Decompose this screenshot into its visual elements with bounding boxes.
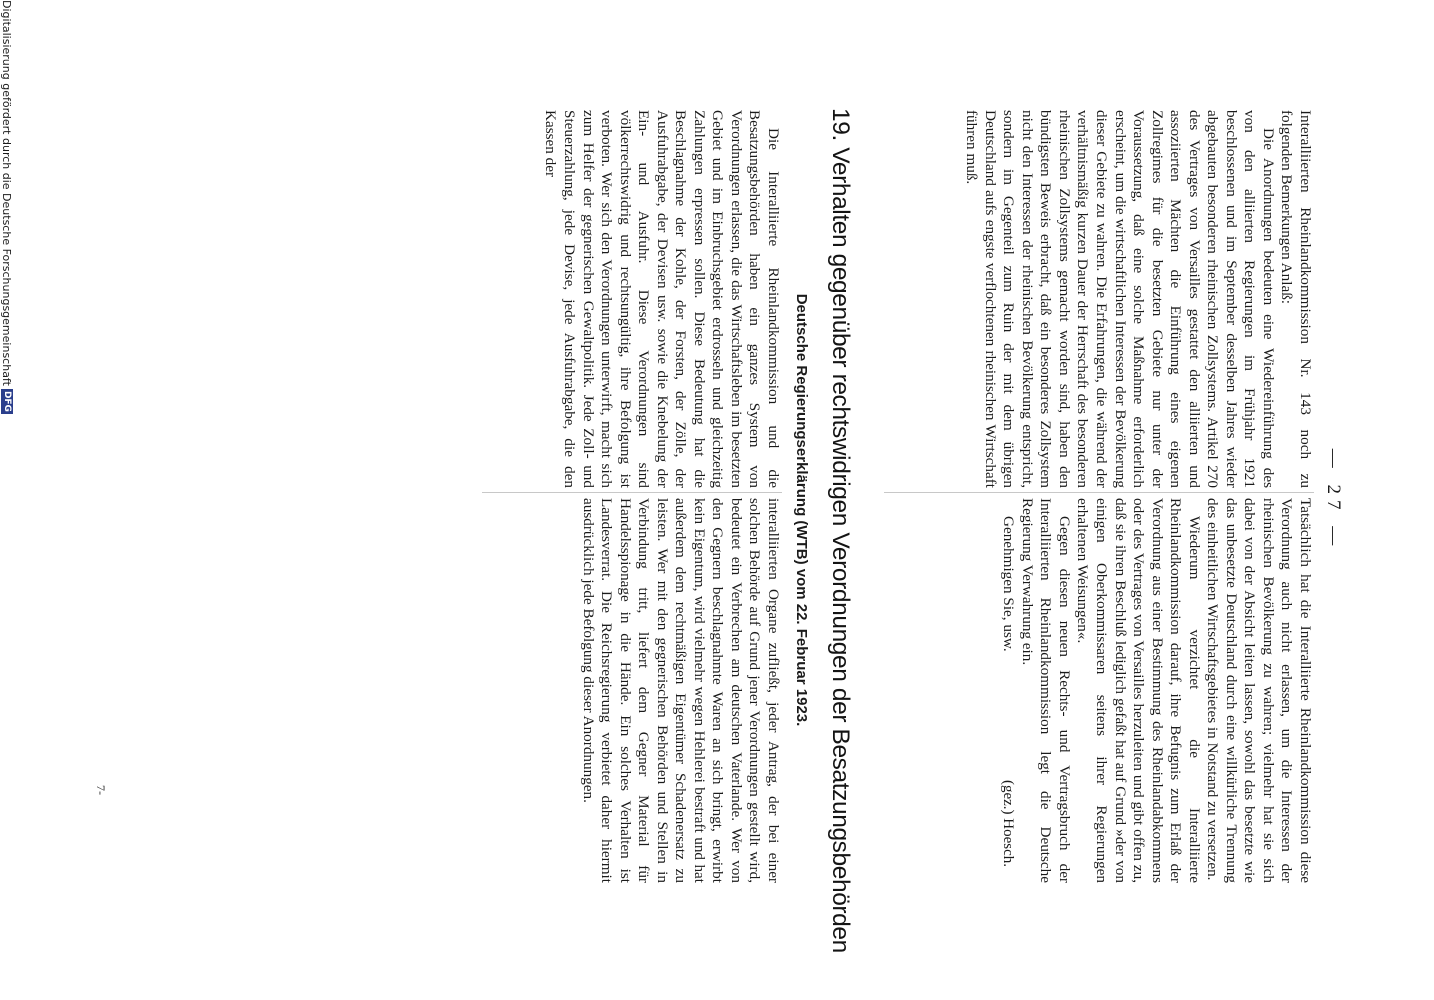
section-heading: 19. Verhalten gegenüber rechtswidrigen Verordnungen der Besatzungsbehörden: [827, 108, 854, 953]
credit-text: Digitalisierung gefördert durch die Deutsche Forschungsgemeinschaft: [0, 0, 14, 386]
paragraph: Die Anordnungen bedeuten eine Wiedereinführung des von den alliierten Regierungen im Frühjahr 1921 beschlossenen und im September desselben Jahres wieder abgebauten besonderen rheinischen Zollsystems. Artikel 270 des Vertrages von Versailles gestattet den alliierten und assoziierten Mächten die Einführung eines eigenen Zollregimes für die besetzten Gebiete nur unter der Voraussetzung, daß eine solche Maßnahme erforderlich erscheint, um die wirtschaftlichen Interessen der Bevölkerung dieser Gebiete zu wahren. Die Erfahrungen, die während der verhältnismäßig kurzen Dauer der Herrschaft des besonderen rheinischen Zollsystems gemacht worden sind, haben den bündigsten Beweis erbracht, daß ein besonderes Zollsystem nicht den Interessen der rheinischen Bevölkerung entspricht, sondern im Gegenteil zum Ruin der mit dem übrigen Deutschland aufs engste verflochtenen rheinischen Wirtschaft führen muß.: [963, 110, 1277, 488]
paragraph: Tatsächlich hat die Interalliierte Rheinlandkommission diese Verordnung auch nicht erlassen, um die Interessen der rheinischen Bevölkerung zu wahren; vielmehr hat sie sich dabei von der Absicht leiten lassen, sowohl das besetzte wie das unbesetzte Deutschland durch eine willkürliche Trennung des einheitlichen Wirtschaftsgebietes in Notstand zu versetzen.: [1204, 498, 1314, 883]
column-divider: [482, 492, 782, 493]
paragraph: Die Interalliierte Rheinlandkommission und die Besatzungsbehörden haben ein ganzes System von Verordnungen erlassen, die das Wirtschaftsleben im besetzten Gebiet und im Einbruchsgebiet erdrosseln und gleichzeitig Zahlungen erpressen sollen. Diese Bedeutung hat die Beschlagnahme der Kohle, der Forsten, der Zölle, der Ausfuhrabgabe, der Devisen usw. sowie die Knebelung der Ein- und Ausfuhr. Diese Verordnungen sind völkerrechtswidrig und rechtsungültig, ihre Befolgung ist verboten. Wer sich den Verordnungen unterwirft, macht sich zum Helfer der gegnerischen Gewaltpolitik. Jede Zoll- und Steuerzahlung, jede Devise, jede Ausfuhrabgabe, die den Kassen der: [542, 110, 782, 488]
bottom-right-column: [578, 498, 782, 883]
digitization-credit: [0, 0, 14, 414]
paragraph: Wiederum verzichtet die Interalliierte Rheinlandkommission darauf, ihre Befugnis zum Erlaß der Verordnung aus einer Bestimmung des Rheinlandabkommens oder des Vertrages von Versailles herzuleiten und gibt offen zu, daß sie ihren Beschluß lediglich gefaßt hat auf Grund »der von einigen Oberkommissaren seitens ihrer Regierungen erhaltenen Weisungen«.: [1074, 498, 1203, 883]
paragraph: Genehmigen Sie, usw.: [1000, 516, 1018, 652]
page-number: — 27 —: [1323, 448, 1344, 552]
signature: (gez.) Hoesch.: [1000, 780, 1016, 868]
bottom-left-column: [541, 110, 782, 488]
paragraph: Gegen diesen neuen Rechts- und Vertragsbruch der Interalliierten Rheinlandkommission legt die Deutsche Regierung Verwahrung ein.: [1018, 498, 1073, 883]
paragraph: interalliierten Organe zufließt, jeder Antrag, der bei einer solchen Behörde auf Grund jener Verordnungen gestellt wird, bedeutet ein Verbrechen am deutschen Vaterlande. Wer von den Gegnern beschlagnahmte Waren an sich bringt, erwirbt kein Eigentum, wird vielmehr wegen Hehlerei bestraft und hat außerdem dem rechtmäßigen Eigentümer Schadenersatz zu leisten. Wer mit den gegnerischen Behörden und Stellen in Verbindung tritt, liefert dem Gegner Material für Handelsspionage in die Hände. Ein solches Verhalten ist Landesverrat. Die Reichsregierung verbietet daher hiermit ausdrücklich jede Befolgung dieser Anordnungen.: [579, 498, 782, 883]
column-divider: [884, 492, 1314, 493]
margin-mark: 7-: [94, 785, 108, 795]
top-left-column: [962, 110, 1314, 488]
section-subheading: Deutsche Regierungserklärung (WTB) vom 22. Februar 1923.: [793, 293, 810, 727]
top-right-column: [999, 498, 1314, 883]
dfg-logo: DFG: [2, 390, 12, 412]
paragraph: Interalliierten Rheinlandkommission Nr. 143 noch zu folgenden Bemerkungen Anlaß:: [1278, 110, 1314, 488]
